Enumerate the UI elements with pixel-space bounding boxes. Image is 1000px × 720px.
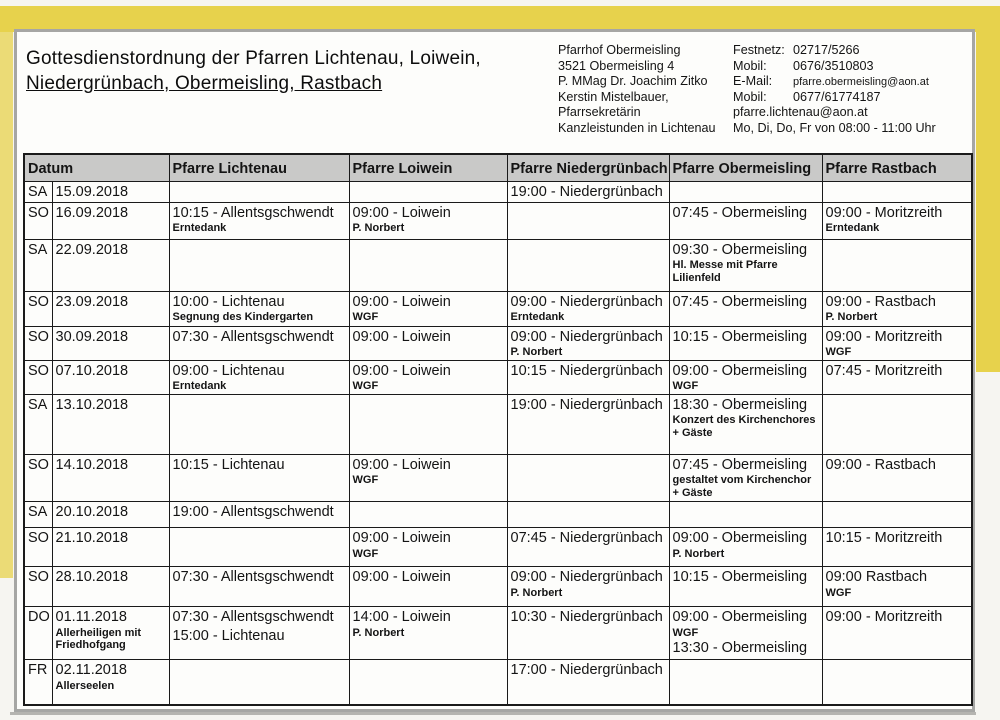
table-row: [24, 607, 972, 660]
service-cell: [507, 502, 669, 528]
service-entry: 09:00 - Lichtenau: [172, 363, 285, 380]
service-cell: [169, 607, 349, 660]
service-entry: 10:00 - Lichtenau: [172, 294, 285, 311]
service-cell: [169, 660, 349, 705]
service-cell: [822, 660, 972, 705]
table-row: [24, 203, 972, 240]
service-note: WGF: [352, 380, 379, 393]
service-cell: [349, 660, 507, 705]
service-entry: 09:00 - Obermeisling: [672, 363, 808, 380]
service-note: P. Norbert: [352, 222, 405, 235]
yellow-backdrop-left: [0, 6, 13, 578]
service-cell: [349, 292, 507, 327]
date-cell: [52, 607, 169, 660]
service-cell: [669, 203, 822, 240]
service-cell: [349, 502, 507, 528]
contact-number-label: Festnetz:: [733, 43, 785, 57]
day-cell: [24, 502, 52, 528]
contact-number-row: [733, 74, 973, 90]
service-cell: [507, 395, 669, 455]
service-entry: 09:00 - Moritzreith: [825, 329, 943, 346]
service-cell: [822, 327, 972, 361]
service-entry: 09:00 - Obermeisling: [672, 530, 808, 547]
service-cell: [349, 182, 507, 203]
service-entry: 09:30 - Obermeisling: [672, 242, 808, 259]
service-cell: [349, 455, 507, 502]
service-cell: [507, 567, 669, 607]
service-note: WGF: [352, 311, 379, 324]
service-entry: 07:30 - Allentsgschwendt: [172, 329, 334, 346]
service-entry: 09:00 - Loiwein: [352, 530, 451, 547]
day-cell: [24, 660, 52, 705]
service-cell: [507, 528, 669, 567]
service-cell: [169, 292, 349, 327]
table-row: [24, 240, 972, 292]
service-entry: 10:15 - Moritzreith: [825, 530, 943, 547]
service-entry: 09:00 Rastbach: [825, 569, 928, 586]
service-cell: [822, 455, 972, 502]
contact-number-value: 0677/61774187: [793, 89, 881, 104]
service-cell: [822, 567, 972, 607]
table-row: [24, 528, 972, 567]
service-cell: [822, 607, 972, 660]
contact-number-value: pfarre.lichtenau@aon.at: [733, 105, 868, 120]
service-note: gestaltet vom Kirchenchor + Gäste: [672, 474, 812, 500]
service-note: WGF: [352, 547, 379, 560]
service-entry: 19:00 - Niedergrünbach: [510, 397, 663, 414]
date-label: 21.10.2018: [55, 530, 129, 547]
service-entry: 10:15 - Allentsgschwendt: [172, 205, 334, 222]
service-entry: 15:00 - Lichtenau: [172, 627, 285, 644]
column-header: Datum: [24, 154, 169, 182]
service-note: Erntedank: [172, 380, 227, 393]
date-label: 20.10.2018: [55, 504, 129, 521]
contact-number-value: 0676/3510803: [793, 58, 874, 73]
contact-address-line: 3521 Obermeisling 4: [558, 58, 675, 73]
column-header: Pfarre Lichtenau: [169, 154, 349, 182]
date-label: 01.11.2018: [55, 609, 127, 626]
service-cell: [349, 240, 507, 292]
date-cell: [52, 240, 169, 292]
service-cell: [669, 607, 822, 660]
service-note: Erntedank: [172, 222, 227, 235]
yellow-backdrop-right: [976, 6, 1000, 372]
service-note: P. Norbert: [825, 311, 878, 324]
table-header-row: [24, 154, 972, 182]
contact-address-block: [558, 43, 730, 137]
day-label: SO: [28, 363, 49, 380]
contact-address-line: P. MMag Dr. Joachim Zitko: [558, 74, 708, 89]
date-label: 22.09.2018: [55, 242, 129, 259]
table-body: [24, 182, 972, 705]
service-cell: [507, 182, 669, 203]
contact-number-value: Mo, Di, Do, Fr von 08:00 - 11:00 Uhr: [733, 121, 936, 136]
service-cell: [349, 203, 507, 240]
service-cell: [169, 203, 349, 240]
day-label: SO: [28, 530, 49, 547]
service-cell: [669, 327, 822, 361]
service-cell: [169, 361, 349, 395]
service-entry: 09:00 - Rastbach: [825, 294, 936, 311]
service-cell: [349, 607, 507, 660]
service-entry: 19:00 - Niedergrünbach: [510, 184, 663, 200]
service-entry: 09:00 - Loiwein: [352, 457, 451, 474]
contact-number-row: [733, 59, 973, 75]
service-cell: [822, 502, 972, 528]
scanned-document-page: [14, 29, 975, 712]
day-label: SO: [28, 329, 49, 346]
day-cell: [24, 203, 52, 240]
date-label: 07.10.2018: [55, 363, 129, 380]
scan-edge-line: [10, 712, 976, 715]
service-note: P. Norbert: [510, 586, 563, 599]
day-label: SO: [28, 569, 49, 586]
service-cell: [822, 528, 972, 567]
service-note: P. Norbert: [510, 346, 563, 359]
contact-numbers-block: [733, 43, 973, 137]
service-entry: 07:30 - Allentsgschwendt: [172, 609, 334, 626]
contact-number-value: pfarre.obermeisling@aon.at: [793, 76, 929, 89]
service-cell: [507, 292, 669, 327]
service-cell: [169, 182, 349, 203]
date-label: 23.09.2018: [55, 294, 129, 311]
service-cell: [822, 203, 972, 240]
service-cell: [822, 182, 972, 203]
date-cell: [52, 502, 169, 528]
service-cell: [669, 182, 822, 203]
table-row: [24, 327, 972, 361]
service-cell: [669, 528, 822, 567]
date-cell: [52, 455, 169, 502]
table-row: [24, 660, 972, 705]
service-cell: [669, 395, 822, 455]
service-cell: [669, 660, 822, 705]
date-cell: [52, 182, 169, 203]
service-cell: [169, 240, 349, 292]
service-note: WGF: [672, 380, 699, 393]
date-label: 14.10.2018: [55, 457, 129, 474]
column-header: Pfarre Niedergrünbach: [507, 154, 669, 182]
service-cell: [669, 292, 822, 327]
service-entry: 07:45 - Niedergrünbach: [510, 530, 663, 547]
service-cell: [507, 455, 669, 502]
table-row: [24, 361, 972, 395]
service-cell: [169, 502, 349, 528]
service-entry: 09:00 - Moritzreith: [825, 609, 943, 626]
day-label: SO: [28, 205, 49, 222]
service-entry: 09:00 - Niedergrünbach: [510, 569, 663, 586]
day-cell: [24, 292, 52, 327]
day-cell: [24, 567, 52, 607]
service-note: Erntedank: [510, 311, 565, 324]
service-cell: [169, 395, 349, 455]
table-row: [24, 182, 972, 203]
service-entry: 09:00 - Niedergrünbach: [510, 294, 663, 311]
service-note: Konzert des Kirchenchores + Gäste: [672, 414, 816, 440]
date-label: 28.10.2018: [55, 569, 129, 586]
service-cell: [507, 361, 669, 395]
service-entry: 09:00 - Niedergrünbach: [510, 329, 663, 346]
service-entry: 09:00 - Loiwein: [352, 205, 451, 222]
service-entry: 07:45 - Obermeisling: [672, 205, 808, 222]
service-cell: [822, 292, 972, 327]
service-note: Hl. Messe mit Pfarre Lilienfeld: [672, 259, 778, 285]
service-schedule-table: [23, 153, 973, 706]
service-cell: [507, 203, 669, 240]
day-cell: [24, 395, 52, 455]
day-cell: [24, 528, 52, 567]
service-entry: 07:45 - Obermeisling: [672, 294, 808, 311]
contact-number-row: [733, 121, 973, 137]
service-cell: [669, 567, 822, 607]
column-header: Pfarre Obermeisling: [669, 154, 822, 182]
service-entry: 07:45 - Moritzreith: [825, 363, 943, 380]
date-cell: [52, 395, 169, 455]
contact-address-line: Kerstin Mistelbauer,: [558, 89, 669, 104]
contact-number-row: [733, 90, 973, 106]
date-cell: [52, 567, 169, 607]
day-cell: [24, 182, 52, 203]
service-cell: [169, 327, 349, 361]
table-row: [24, 455, 972, 502]
service-entry: 10:15 - Obermeisling: [672, 329, 808, 346]
service-cell: [507, 660, 669, 705]
page-title: [26, 46, 546, 96]
day-label: SA: [28, 242, 48, 259]
contact-address-line: Kanzleistunden in Lichtenau: [558, 121, 716, 136]
service-note: Segnung des Kindergarten: [172, 311, 314, 324]
date-label: 15.09.2018: [55, 184, 129, 200]
service-entry: 07:45 - Obermeisling: [672, 457, 808, 474]
service-note: P. Norbert: [352, 626, 405, 639]
service-note: WGF: [672, 626, 699, 639]
service-note: Erntedank: [825, 222, 880, 235]
service-entry: 10:15 - Lichtenau: [172, 457, 285, 474]
day-label: DO: [28, 609, 50, 626]
service-note: P. Norbert: [672, 547, 725, 560]
contact-number-label: E-Mail:: [733, 74, 773, 89]
service-cell: [169, 567, 349, 607]
date-cell: [52, 292, 169, 327]
date-label: 16.09.2018: [55, 205, 129, 222]
table-row: [24, 502, 972, 528]
date-cell: [52, 327, 169, 361]
table-row: [24, 292, 972, 327]
contact-number-row: [733, 105, 973, 121]
day-label: SA: [28, 397, 48, 414]
table-row: [24, 395, 972, 455]
service-entry: 14:00 - Loiwein: [352, 609, 451, 626]
date-label: 30.09.2018: [55, 329, 129, 346]
column-header: Pfarre Loiwein: [349, 154, 507, 182]
service-cell: [349, 567, 507, 607]
service-entry: 09:00 - Rastbach: [825, 457, 936, 474]
service-entry: 07:30 - Allentsgschwendt: [172, 569, 334, 586]
day-label: SA: [28, 504, 48, 521]
service-entry: 19:00 - Allentsgschwendt: [172, 504, 334, 521]
service-cell: [507, 607, 669, 660]
service-cell: [507, 327, 669, 361]
service-cell: [669, 361, 822, 395]
service-cell: [349, 361, 507, 395]
table-header-row: [24, 154, 972, 182]
service-entry: 10:15 - Obermeisling: [672, 569, 808, 586]
day-cell: [24, 327, 52, 361]
page-title-line2: Niedergrünbach, Obermeisling, Rastbach: [26, 73, 383, 95]
service-note: WGF: [825, 346, 852, 359]
service-cell: [822, 395, 972, 455]
service-cell: [669, 240, 822, 292]
service-entry: 13:30 - Obermeisling: [672, 640, 808, 657]
service-entry: 10:30 - Niedergrünbach: [510, 609, 663, 626]
service-cell: [822, 361, 972, 395]
contact-number-value: 02717/5266: [793, 43, 860, 57]
column-header: Pfarre Rastbach: [822, 154, 972, 182]
day-label: SA: [28, 184, 48, 200]
service-note: WGF: [352, 474, 379, 487]
table-row: [24, 567, 972, 607]
service-cell: [169, 528, 349, 567]
service-entry: 09:00 - Loiwein: [352, 569, 451, 586]
date-cell: [52, 203, 169, 240]
service-cell: [169, 455, 349, 502]
service-entry: 09:00 - Loiwein: [352, 363, 451, 380]
date-cell: [52, 361, 169, 395]
service-entry: 09:00 - Moritzreith: [825, 205, 943, 222]
date-cell: [52, 660, 169, 705]
service-cell: [822, 240, 972, 292]
day-label: SO: [28, 294, 49, 311]
contact-address-line: Pfarrsekretärin: [558, 105, 641, 120]
date-label: 02.11.2018: [55, 662, 127, 679]
service-cell: [349, 327, 507, 361]
day-cell: [24, 240, 52, 292]
service-cell: [669, 455, 822, 502]
day-label: FR: [28, 662, 48, 679]
service-cell: [349, 528, 507, 567]
service-entry: 18:30 - Obermeisling: [672, 397, 808, 414]
service-entry: 09:00 - Obermeisling: [672, 609, 808, 626]
page-title-line1: Gottesdienstordnung der Pfarren Lichtenau, Loiwein,: [26, 48, 481, 69]
service-entry: 17:00 - Niedergrünbach: [510, 662, 663, 679]
service-note: WGF: [825, 586, 852, 599]
contact-number-row: [733, 43, 973, 59]
service-cell: [349, 395, 507, 455]
day-cell: [24, 361, 52, 395]
day-cell: [24, 455, 52, 502]
service-entry: 09:00 - Loiwein: [352, 329, 451, 346]
service-cell: [669, 502, 822, 528]
contact-number-label: Mobil:: [733, 58, 767, 73]
date-cell: [52, 528, 169, 567]
date-note: Allerheiligen mit Friedhofgang: [55, 626, 142, 652]
day-label: SO: [28, 457, 49, 474]
contact-number-label: Mobil:: [733, 89, 767, 104]
service-cell: [507, 240, 669, 292]
service-entry: 10:15 - Niedergrünbach: [510, 363, 663, 380]
contact-address-line: Pfarrhof Obermeisling: [558, 43, 681, 57]
date-label: 13.10.2018: [55, 397, 129, 414]
day-cell: [24, 607, 52, 660]
service-entry: 09:00 - Loiwein: [352, 294, 451, 311]
date-note: Allerseelen: [55, 679, 115, 692]
